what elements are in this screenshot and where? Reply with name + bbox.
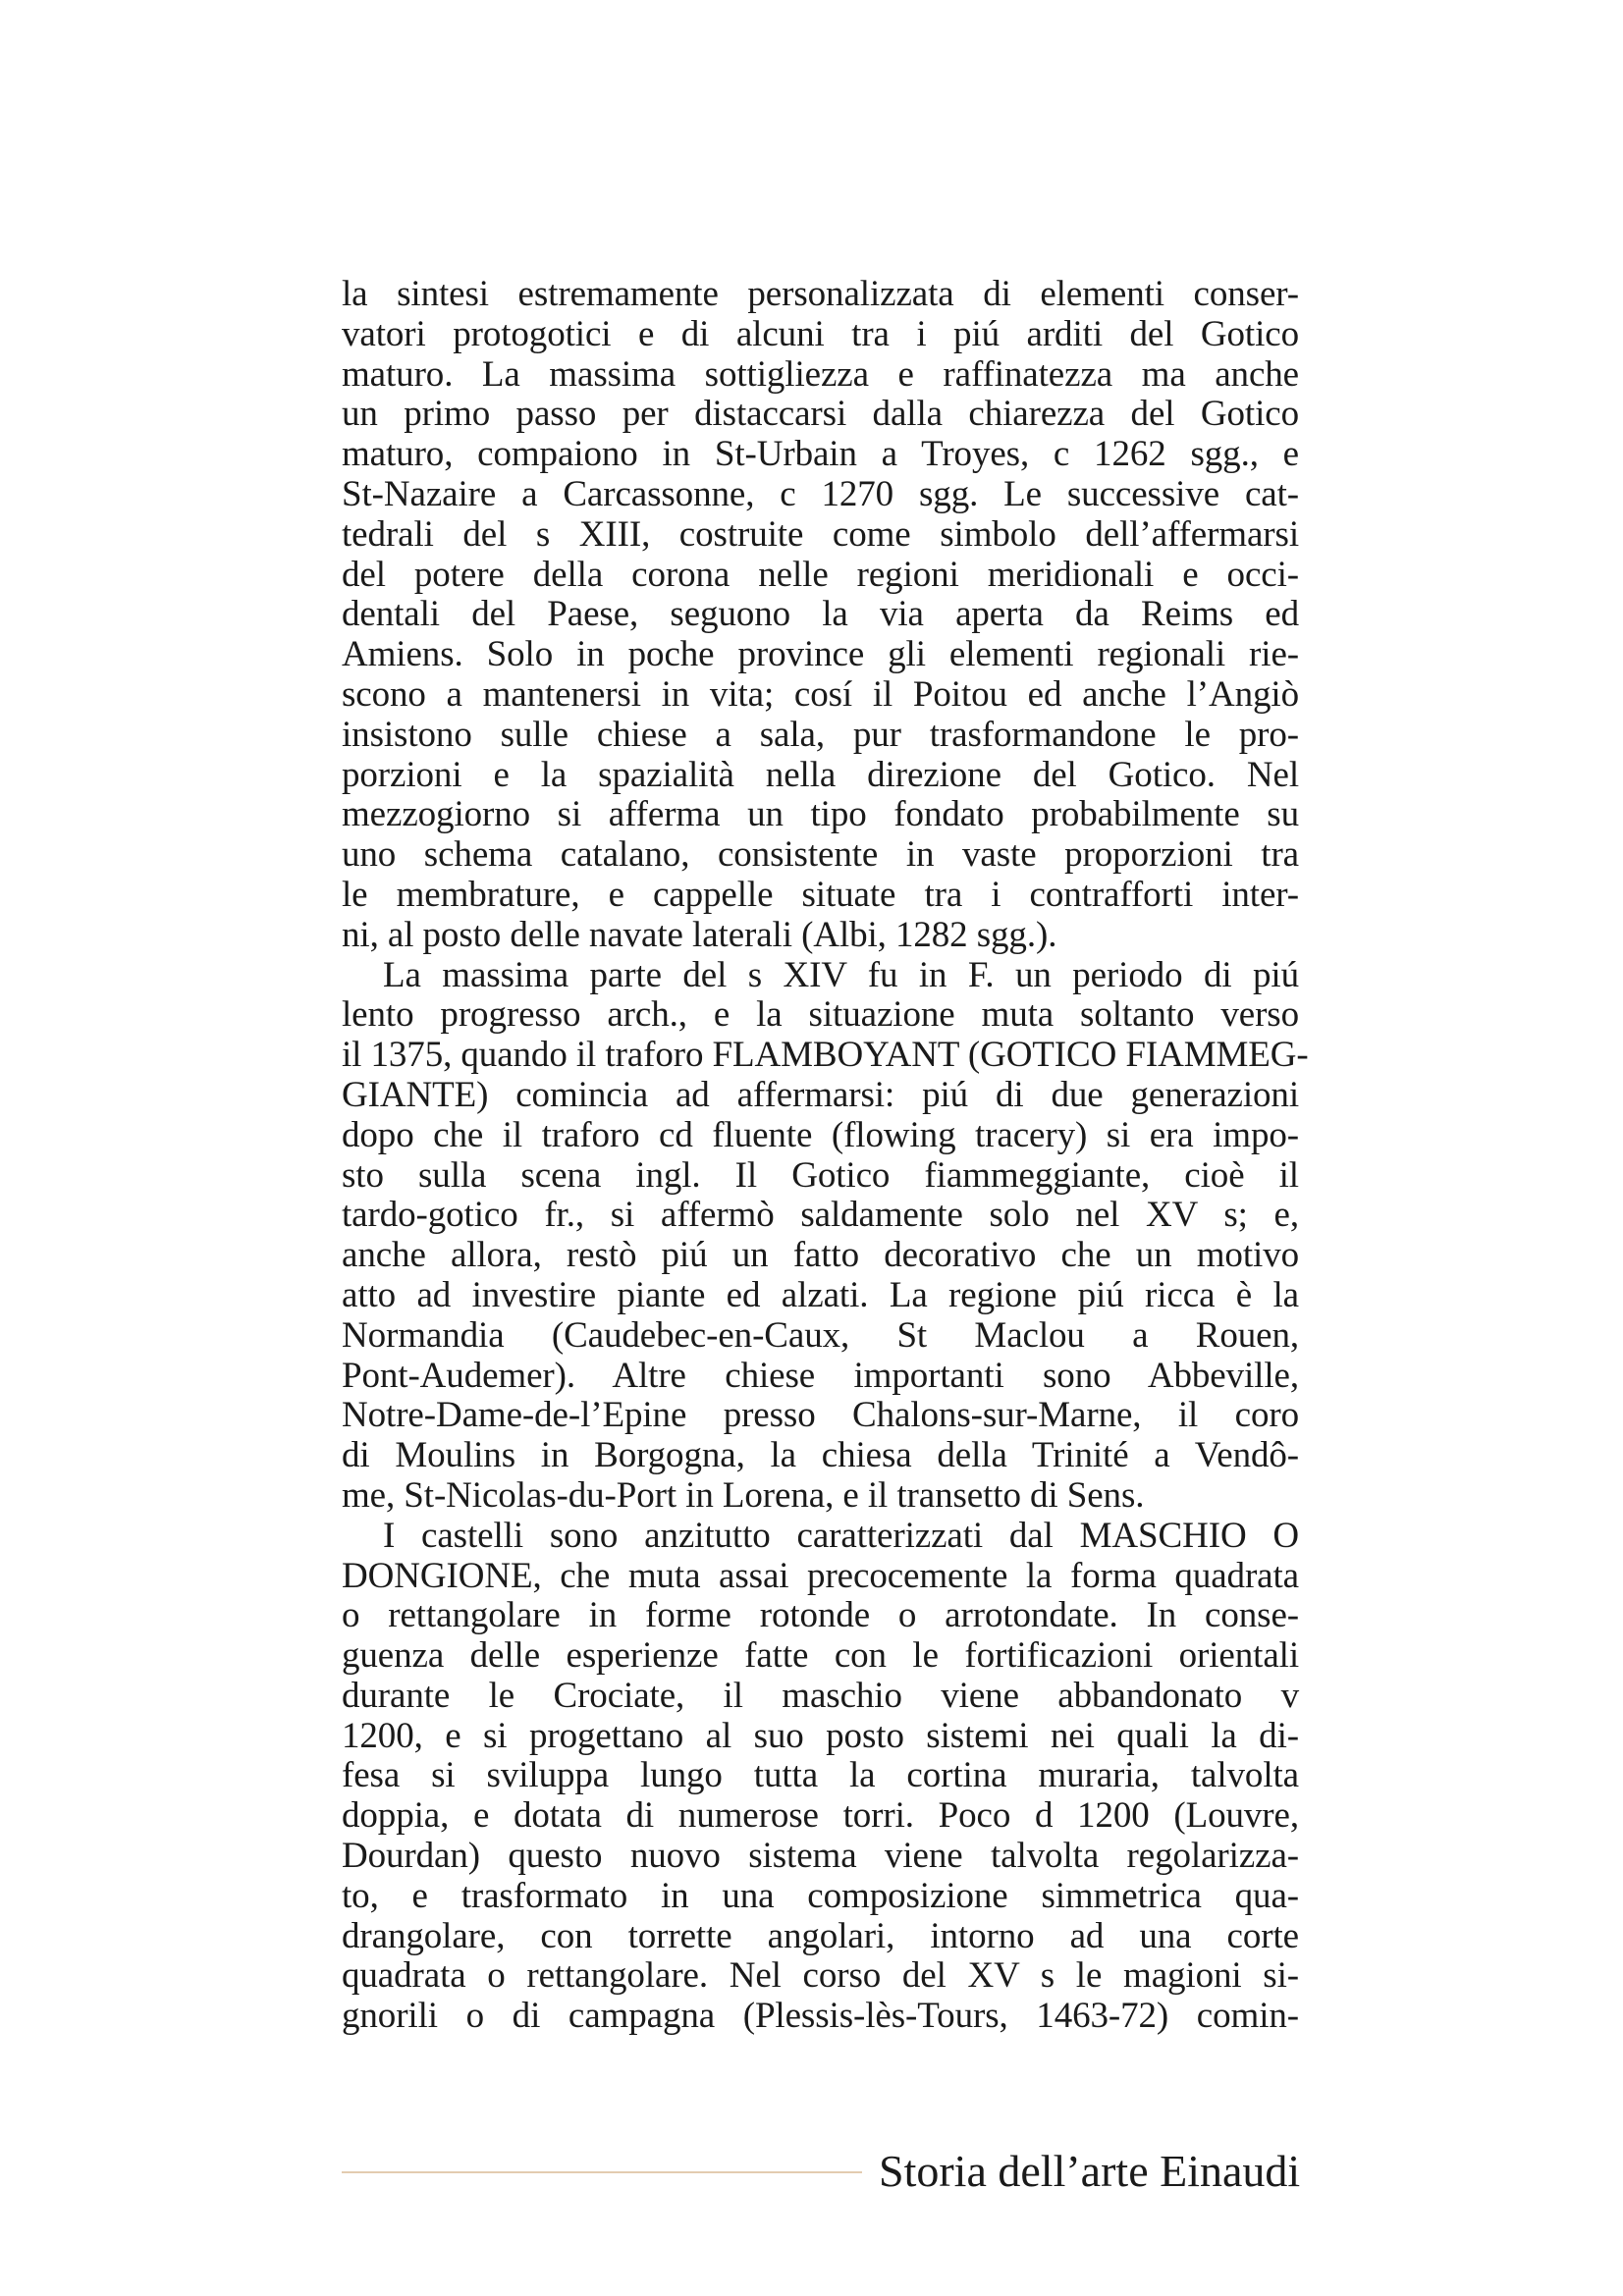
footer-title: Storia dell’arte Einaudi: [879, 2146, 1301, 2196]
text-line: mezzogiorno si afferma un tipo fondato probabilmente su: [342, 794, 1299, 835]
text-line: tardo-gotico fr., si affermò saldamente solo nel XV s; e,: [342, 1195, 1299, 1236]
text-line: maturo. La massima sottigliezza e raffinatezza ma anche: [342, 353, 1299, 395]
text-line: I castelli sono anzitutto caratterizzati dal MASCHIO O: [383, 1515, 1299, 1556]
text-line: drangolare, con torrette angolari, intorno ad una corte: [342, 1915, 1299, 1956]
text-line: anche allora, restò piú un fatto decorativo che un motivo: [342, 1235, 1299, 1276]
text-line: durante le Crociate, il maschio viene abbandonato v: [342, 1675, 1299, 1716]
text-line: uno schema catalano, consistente in vaste proporzioni tra: [342, 834, 1299, 876]
text-line: dopo che il traforo cd fluente (flowing tracery) si era impo-: [342, 1114, 1299, 1155]
text-line: DONGIONE, che muta assai precocemente la forma quadrata: [342, 1555, 1299, 1596]
text-line: Pont-Audemer). Altre chiese importanti sono Abbeville,: [342, 1355, 1299, 1396]
text-line: il 1375, quando il traforo FLAMBOYANT (GOTICO FIAMMEG-: [342, 1035, 1309, 1076]
text-line: di Moulins in Borgogna, la chiesa della Trinité a Vendô-: [342, 1435, 1299, 1476]
footer-rule: [342, 2171, 862, 2173]
text-line: 1200, e si progettano al suo posto sistemi nei quali la di-: [342, 1715, 1299, 1756]
text-line: Notre-Dame-de-l’Epine presso Chalons-sur-Marne, il coro: [342, 1395, 1299, 1436]
text-line: me, St-Nicolas-du-Port in Lorena, e il transetto di Sens.: [342, 1474, 1145, 1516]
text-line: Amiens. Solo in poche province gli elementi regionali rie-: [342, 634, 1299, 675]
text-line: un primo passo per distaccarsi dalla chiarezza del Gotico: [342, 394, 1299, 435]
text-line: La massima parte del s XIV fu in F. un periodo di piú: [383, 954, 1299, 995]
text-line: ni, al posto delle navate laterali (Albi, 1282 sgg.).: [342, 914, 1057, 955]
text-line: atto ad investire piante ed alzati. La regione piú ricca è la: [342, 1274, 1299, 1315]
text-line: del potere della corona nelle regioni meridionali e occi-: [342, 554, 1299, 595]
text-line: guenza delle esperienze fatte con le fortificazioni orientali: [342, 1635, 1299, 1677]
text-line: le membrature, e cappelle situate tra i contrafforti inter-: [342, 874, 1299, 915]
text-line: o rettangolare in forme rotonde o arrotondate. In conse-: [342, 1595, 1299, 1636]
text-line: to, e trasformato in una composizione simmetrica qua-: [342, 1875, 1299, 1916]
text-line: Normandia (Caudebec-en-Caux, St Maclou a Rouen,: [342, 1314, 1299, 1356]
text-line: gnorili o di campagna (Plessis-lès-Tours, 1463-72) comin-: [342, 1996, 1299, 2037]
text-line: fesa si sviluppa lungo tutta la cortina muraria, talvolta: [342, 1755, 1299, 1796]
text-line: porzioni e la spazialità nella direzione del Gotico. Nel: [342, 754, 1299, 795]
text-line: vatori protogotici e di alcuni tra i piú arditi del Gotico: [342, 313, 1299, 354]
text-line: GIANTE) comincia ad affermarsi: piú di due generazioni: [342, 1074, 1299, 1115]
text-line: la sintesi estremamente personalizzata di elementi conser-: [342, 274, 1299, 314]
text-line: quadrata o rettangolare. Nel corso del XV s le magioni si-: [342, 1955, 1299, 1997]
text-line: dentali del Paese, seguono la via aperta da Reims ed: [342, 594, 1299, 635]
text-line: doppia, e dotata di numerose torri. Poco d 1200 (Louvre,: [342, 1795, 1299, 1837]
text-line: insistono sulle chiese a sala, pur trasformandone le pro-: [342, 714, 1299, 755]
text-line: scono a mantenersi in vita; cosí il Poitou ed anche l’Angiò: [342, 673, 1299, 715]
text-line: lento progresso arch., e la situazione muta soltanto verso: [342, 994, 1299, 1036]
text-line: Dourdan) questo nuovo sistema viene talvolta regolarizza-: [342, 1836, 1299, 1877]
body-text: [342, 274, 1309, 2037]
text-line: sto sulla scena ingl. Il Gotico fiammeggiante, cioè il: [342, 1154, 1299, 1196]
text-line: maturo, compaiono in St-Urbain a Troyes, c 1262 sgg., e: [342, 434, 1299, 475]
text-line: St-Nazaire a Carcassonne, c 1270 sgg. Le successive cat-: [342, 473, 1299, 514]
text-line: tedrali del s XIII, costruite come simbolo dell’affermarsi: [342, 513, 1299, 555]
